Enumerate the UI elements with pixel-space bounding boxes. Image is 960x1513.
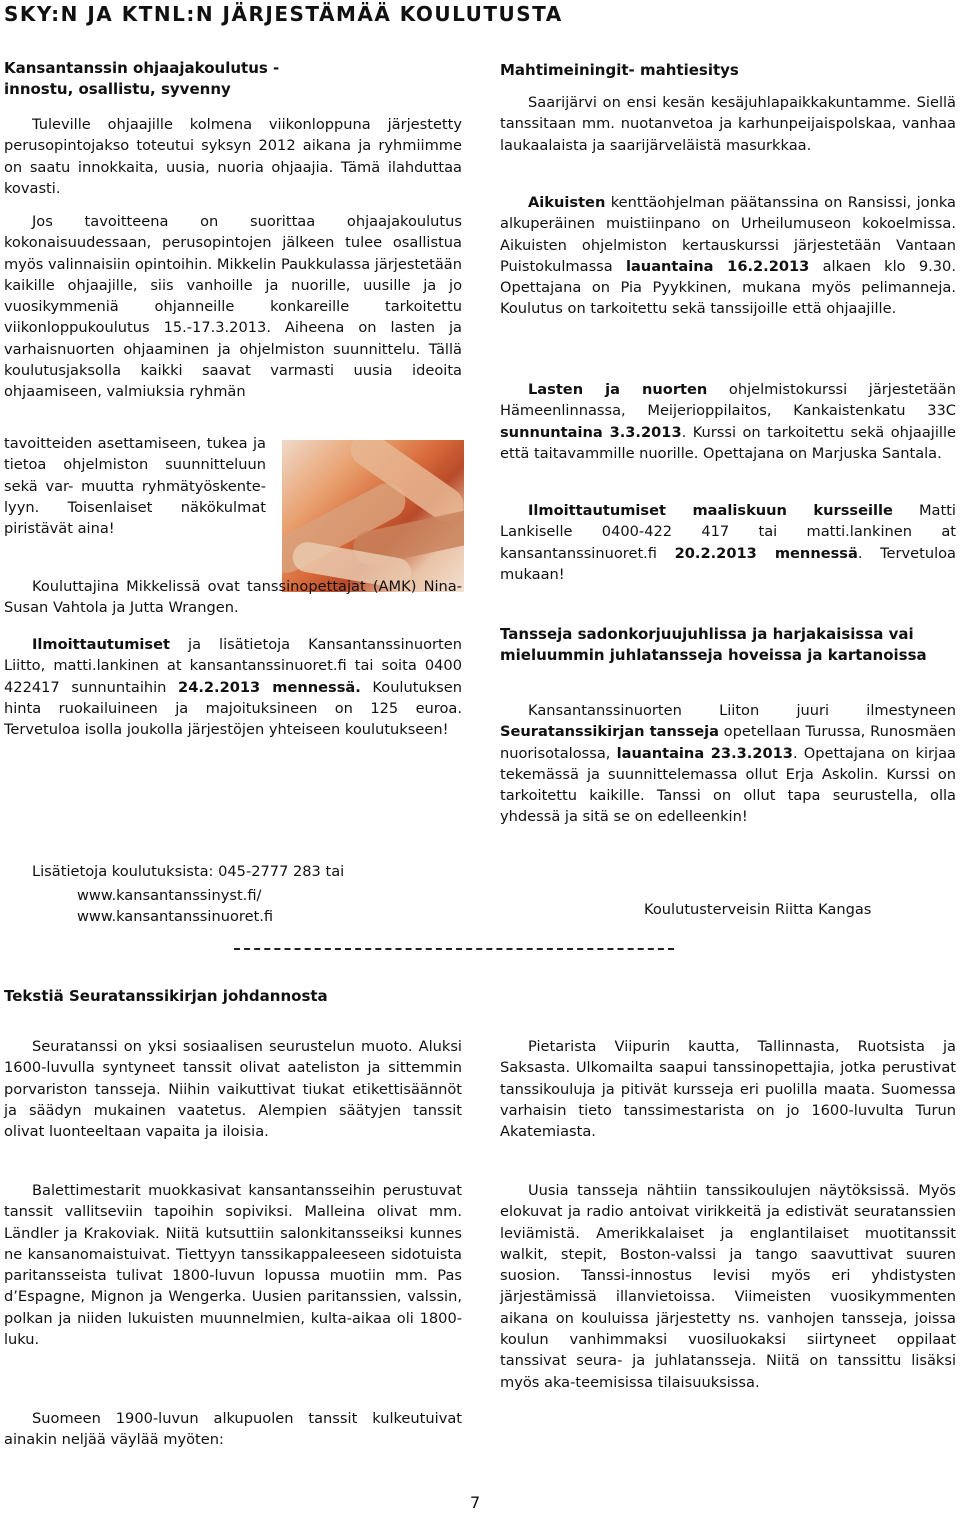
left-paragraph-2-continued: tavoitteiden asettamiseen, tukea ja tietoa ohjelmiston suunnitteluun sekä var- muutta ryhmätyöskente- lyyn. Toisenlaiset näkökulmat piristävät aina!	[4, 435, 266, 538]
page-number: 7	[470, 1493, 481, 1512]
info-link-2[interactable]: www.kansantanssinuoret.fi	[77, 908, 274, 925]
left-heading-1: Kansantanssin ohjaajakoulutus -	[4, 59, 280, 77]
signature: Koulutusterveisin Riitta Kangas	[644, 901, 872, 918]
left-paragraph-1: Tuleville ohjaajille kolmena viikonloppuna järjestetty perusopintojakso toteutui syksyn 2012 aikana ja ryhmiimme on saatu innokkaita, uusia, nuoria ohjaajia. Tämä ilahduttaa kovasti.	[4, 116, 462, 197]
bottom-right-paragraph-1: Pietarista Viipurin kautta, Tallinnasta, Ruotsista ja Saksasta. Ulkomailta saapui tanssinopettajia, jotka perustivat tanssikouluja ja pitivät kursseja eri puolilla maata. Suomessa varhaisin tieto tanssimestarista on jo 1600-luvulta Turun Akatemiasta.	[500, 1038, 956, 1141]
left-heading-2: innostu, osallistu, syvenny	[4, 80, 231, 98]
dashed-separator	[234, 948, 674, 950]
bottom-left-paragraph-2: Balettimestarit muokkasivat kansantansseihin perustuvat tanssit vallitseviin tapoihin sopiviksi. Malleina olivat mm. Ländler ja Krakoviak. Niitä kutsuttiin salonkitansseiksi kunnes ne kansanomaistuivat. Tiettyyn tanssikappaleeseen sidotuista paritansseista tulivat 1800-luvun lopussa muotiin mm. Pas d’Espagne, Mignon ja Wengerka. Uusien paritanssien, valssin, polkan ja niiden lukuisten muunnelmien, kulta-aikaa oli 1800-luku.	[4, 1182, 462, 1349]
dance-hands-photo	[282, 440, 464, 592]
bottom-left-paragraph-1: Seuratanssi on yksi sosiaalisen seurustelun muoto. Aluksi 1600-luvulla syntyneet tanssit olivat aateliston ja sittemmin porvariston tansseja. Niihin vaikuttivat tiukat etikettisäännöt ja säädyn mukainen vaatetus. Alempien säätyjen tanssit olivat luonteeltaan vapaita ja iloisia.	[4, 1038, 462, 1141]
left-paragraph-3: Kouluttajina Mikkelissä ovat tanssinopettajat (AMK) Nina-Susan Vahtola ja Jutta Wrangen.	[4, 578, 462, 617]
right-paragraph-2: Aikuisten kenttäohjelman päätanssina on Ransissi, jonka alkuperäinen muistiinpano on Urheilumuseon kokoelmissa. Aikuisten ohjelmiston kertauskurssi järjestetään Vantaan Puistokulmassa lauantaina 16.2.2013 alkaen klo 9.30. Opettajana on Pia Pyykkinen, mukana myös pelimanneja. Koulutus on tarkoitettu sekä tanssijoille että ohjaajille.	[500, 194, 956, 318]
bottom-right-paragraph-2: Uusia tansseja nähtiin tanssikoulujen näytöksissä. Myös elokuvat ja radio antoivat virikkeitä ja edistivät seuratanssien leviämistä. Amerikkalaiset ja englantilaiset muotitanssit walkit, stepit, Boston-valssi ja tango saavuttivat suuren suosion. Tanssi-innostus levisi myös eri yhdistysten järjestämissä illanvietoissa. Viimeisten vuosikymmenten aikana on kouluissa järjestetty ns. vanhojen tansseja, joissa koulun vanhimmaksi vuosiluokaksi siirtyneet oppilaat tanssivat seura- ja juhlatansseja. Niitä on tanssittu lisäksi myös aka-teemisissa tilaisuuksissa.	[500, 1182, 956, 1391]
bottom-heading: Tekstiä Seuratanssikirjan johdannosta	[4, 987, 328, 1005]
right-paragraph-4: Ilmoittautumiset maaliskuun kursseille Matti Lankiselle 0400-422 417 tai matti.lankinen at kansantanssinuoret.fi 20.2.2013 mennessä. Tervetuloa mukaan!	[500, 502, 956, 583]
left-paragraph-2: Jos tavoitteena on suorittaa ohjaajakoulutus kokonaisuudessaan, perusopintojen jälkeen tulee osallistua myös valinnaisiin opintoihin. Mikkelin Paukkulassa järjestetään kaikille ohjaajille, siis vanhoille ja nuorille, uusille ja jo vuosikymmeniä ohjanneille konkareille tarkoitettu viikonloppukoulutus 15.-17.3.2013. Aiheena on lasten ja varhaisnuorten ohjaaminen ja ohjelmiston suunnittelu. Tällä koulutusjaksolla kaikki saavat varmasti uusia ideoita ohjaamiseen, valmiuksia ryhmän	[4, 213, 462, 401]
right-paragraph-3: Lasten ja nuorten ohjelmistokurssi järjestetään Hämeenlinnassa, Meijerioppilaitos, Kankaistenkatu 33C sunnuntaina 3.3.2013. Kurssi on tarkoitettu sekä ohjaajille että taitavammille nuorille. Opettajana on Marjuska Santala.	[500, 381, 957, 462]
right-heading-2: Tansseja sadonkorjuujuhlissa ja harjakaisissa vai mieluummin juhlatansseja hoveissa ja kartanoissa	[500, 625, 927, 664]
info-line-1: Lisätietoja koulutuksista: 045-2777 283 tai	[32, 863, 345, 880]
right-heading-1: Mahtimeiningit- mahtiesitys	[500, 61, 739, 79]
page-title: SKY:N JA KTNL:N JÄRJESTÄMÄÄ KOULUTUSTA	[4, 2, 563, 26]
left-paragraph-4: Ilmoittautumiset ja lisätietoja Kansantanssinuorten Liitto, matti.lankinen at kansantanssinuoret.fi tai soita 0400 422417 sunnuntaihin 24.2.2013 mennessä. Koulutuksen hinta ruokailuineen ja majoituksineen on 125 euroa. Tervetuloa isolla joukolla järjestöjen yhteiseen koulutukseen!	[4, 636, 462, 739]
right-paragraph-1: Saarijärvi on ensi kesän kesäjuhlapaikkakuntamme. Siellä tanssitaan mm. nuotanvetoa ja karhunpeijaispolskaa, vanhaa laukaalaista ja saarijärveläistä masurkkaa.	[500, 94, 956, 154]
bottom-left-paragraph-3: Suomeen 1900-luvun alkupuolen tanssit kulkeutuivat ainakin neljää väylää myöten:	[4, 1410, 462, 1449]
info-link-1[interactable]: www.kansantanssinyst.fi/	[77, 887, 262, 904]
right-paragraph-5: Kansantanssinuorten Liiton juuri ilmestyneen Seuratanssikirjan tansseja opetellaan Turussa, Runosmäen nuorisotalossa, lauantaina 23.3.2013. Opettajana on kirjaa tekemässä ja suunnittelemassa ollut Erja Askolin. Kurssi on tarkoitettu kaikille. Tanssi on ollut tapa seurustella, olla yhdessä ja sitä se on edelleenkin!	[500, 702, 956, 826]
